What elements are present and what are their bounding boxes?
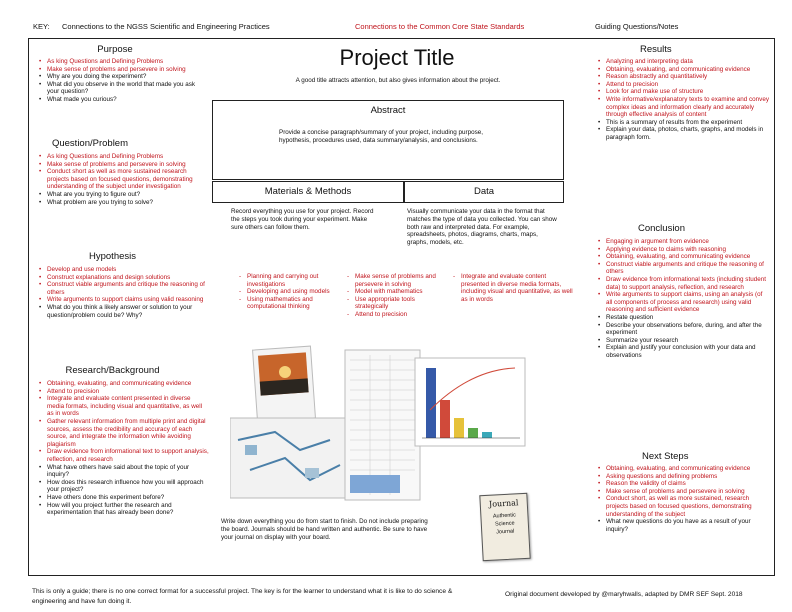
data-header-box — [404, 181, 564, 203]
photo-bar-graph — [415, 358, 525, 446]
project-title-note: A good title attracts attention, but also gives information about the project. — [295, 77, 501, 84]
list-item: • As king Questions and Defining Problems — [47, 153, 209, 161]
key-ngss: Connections to the NGSS Scientific and Engineering Practices — [62, 22, 270, 31]
list-item: • Reason the validity of claims — [606, 480, 770, 488]
project-title: Project Title — [339, 45, 455, 70]
methods-list — [238, 273, 342, 311]
list-item: • Analyzing and interpreting data — [606, 58, 770, 66]
list-item: • Obtaining, evaluating, and communicating evidence — [606, 253, 770, 261]
list-item: • Attend to precision — [47, 388, 209, 396]
list-item: - Developing and using models — [247, 288, 342, 296]
list-item: • What did you observe in the world that made you ask your question? — [47, 81, 207, 96]
journal-image — [479, 493, 530, 561]
list-item: - Integrate and evaluate content presented in diverse media formats, including visual and quantitative, as well as in words — [461, 273, 573, 303]
list-item: • What new questions do you have as a result of your inquiry? — [606, 518, 770, 533]
journal-text: Write down everything you do from start to finish. Do not include preparing the board. Journals should be hand written and authentic. Be sure to have your journal on display with your board. — [221, 518, 428, 541]
question-title: Question/Problem — [51, 138, 129, 149]
list-item: • Develop and use models — [47, 266, 209, 274]
list-item: • How will you project further the research and experimentation that has already been done? — [47, 502, 209, 517]
list-item: • Make sense of problems and persevere in solving — [47, 161, 209, 169]
nextsteps-title: Next Steps — [642, 451, 689, 462]
abstract-title: Abstract — [370, 105, 406, 116]
photo-sunset — [253, 346, 316, 422]
footer-left: This is only a guide; there is no one correct format for a successful project. The key is for the learner to understand what it is like to do science & engineering and have fun doing it. — [32, 588, 453, 605]
list-item: • Obtaining, evaluating, and communicating evidence — [606, 66, 770, 74]
list-item: • Explain and justify your conclusion with your data and observations — [606, 344, 770, 359]
data-list-b — [452, 273, 573, 303]
purpose-list — [38, 58, 207, 104]
photo-sketch — [230, 418, 348, 498]
list-item: • Reason abstractly and quantitatively — [606, 73, 770, 81]
results-title: Results — [640, 44, 672, 55]
conclusion-list — [597, 238, 770, 360]
question-list — [38, 153, 209, 206]
abstract-text: Provide a concise paragraph/summary of your project, including purpose, hypothesis, procedures used, data summary/analysis, and conclusions. — [279, 129, 484, 144]
data-list-a — [346, 273, 447, 319]
list-item: • Describe your observations before, during, and after the experiment — [606, 322, 770, 337]
list-item: • Make sense of problems and persevere in solving — [606, 488, 770, 496]
key-label: KEY: — [33, 22, 50, 31]
list-item: • Engaging in argument from evidence — [606, 238, 770, 246]
list-item: • Draw evidence from informational text to support analysis, reflection, and research — [47, 448, 209, 463]
data-title: Data — [473, 186, 495, 197]
purpose-title: Purpose — [97, 44, 133, 55]
hypothesis-list — [38, 266, 209, 319]
research-list — [38, 380, 209, 517]
list-item: • Construct explanations and design solutions — [47, 274, 209, 282]
journal-sub: Authentic Science Journal — [492, 512, 517, 536]
hypothesis-title: Hypothesis — [89, 251, 136, 262]
list-item: • Explain your data, photos, charts, graphs, and models in paragraph form. — [606, 126, 770, 141]
list-item: • Obtaining, evaluating, and communicating evidence — [47, 380, 209, 388]
list-item: • Have others done this experiment before? — [47, 494, 209, 502]
footer-right: Original document developed by @maryhwalls, adapted by DMR SEF Sept. 2018 — [505, 591, 743, 598]
methods-text: Record everything you use for your project. Record the steps you took during your experiment. Make sure others can follow them. — [231, 208, 374, 231]
list-item: • What made you curious? — [47, 96, 207, 104]
journal-label: Journal — [488, 498, 519, 509]
list-item: - Attend to precision — [355, 311, 447, 319]
nextsteps-list — [597, 465, 770, 533]
photo-collage — [230, 340, 530, 518]
key-notes: Guiding Questions/Notes — [595, 22, 679, 31]
abstract-box — [212, 100, 564, 180]
list-item: • Write arguments to support claims using valid reasoning — [47, 296, 209, 304]
list-item: • Applying evidence to claims with reasoning — [606, 246, 770, 254]
list-item: • What have others have said about the topic of your inquiry? — [47, 464, 209, 479]
data-text: Visually communicate your data in the format that matches the type of data you collected. You can show both raw and interpreted data. For example, spreadsheets, photos, diagrams, charts, maps, graphs, models, etc. — [407, 208, 557, 247]
list-item: • Draw evidence from informational texts (including student data) to support analysis, reflection, and research — [606, 276, 770, 291]
list-item: • Summarize your research — [606, 337, 770, 345]
list-item: • How does this research influence how you will approach your project? — [47, 479, 209, 494]
list-item: • Attend to precision — [606, 81, 770, 89]
list-item: • Why are you doing the experiment? — [47, 73, 207, 81]
list-item: • Obtaining, evaluating, and communicating evidence — [606, 465, 770, 473]
list-item: - Make sense of problems and persevere in solving — [355, 273, 447, 288]
list-item: • Write arguments to support claims, using an analysis (of all components of process and research) using valid reasoning and sufficient evidence — [606, 291, 770, 314]
list-item: - Using mathematics and computational thinking — [247, 296, 342, 311]
list-item: • This is a summary of results from the experiment — [606, 119, 770, 127]
list-item: • Make sense of problems and persevere in solving — [47, 66, 207, 74]
list-item: • What are you trying to figure out? — [47, 191, 209, 199]
list-item: • Asking questions and defining problems — [606, 473, 770, 481]
photo-spreadsheet — [345, 350, 420, 500]
list-item: • Conduct short, as well as more sustained, research projects based on focused questions, demonstrating understanding of the subject — [606, 495, 770, 518]
list-item: • Integrate and evaluate content presented in diverse media formats, including visual and quantitative, as well as in words — [47, 395, 209, 418]
list-item: • Look for and make use of structure — [606, 88, 770, 96]
list-item: • What do you think a likely answer or solution to your question/problem could be? Why? — [47, 304, 209, 319]
list-item: - Model with mathematics — [355, 288, 447, 296]
list-item: • As king Questions and Defining Problems — [47, 58, 207, 66]
methods-title: Materials & Methods — [264, 186, 352, 197]
list-item: • Restate question — [606, 314, 770, 322]
methods-header-box — [212, 181, 404, 203]
list-item: • Gather relevant information from multiple print and digital sources, assess the credibility and accuracy of each source, and integrate the information while avoiding plagiarism — [47, 418, 209, 448]
list-item: • Construct viable arguments and critique the reasoning of others — [606, 261, 770, 276]
key-ccss: Connections to the Common Core State Standards — [355, 22, 525, 31]
list-item: • What problem are you trying to solve? — [47, 199, 209, 207]
list-item: • Conduct short as well as more sustained research projects based on focused questions, demonstrating understanding of the subject under investigation — [47, 168, 209, 191]
list-item: • Write informative/explanatory texts to examine and convey complex ideas and information clearly and accurately through effective analysis of content — [606, 96, 770, 119]
list-item: - Planning and carrying out investigations — [247, 273, 342, 288]
conclusion-title: Conclusion — [638, 223, 685, 234]
list-item: - Use appropriate tools strategically — [355, 296, 447, 311]
list-item: • Construct viable arguments and critique the reasoning of others — [47, 281, 209, 296]
results-list — [597, 58, 770, 142]
research-title: Research/Background — [65, 365, 160, 376]
